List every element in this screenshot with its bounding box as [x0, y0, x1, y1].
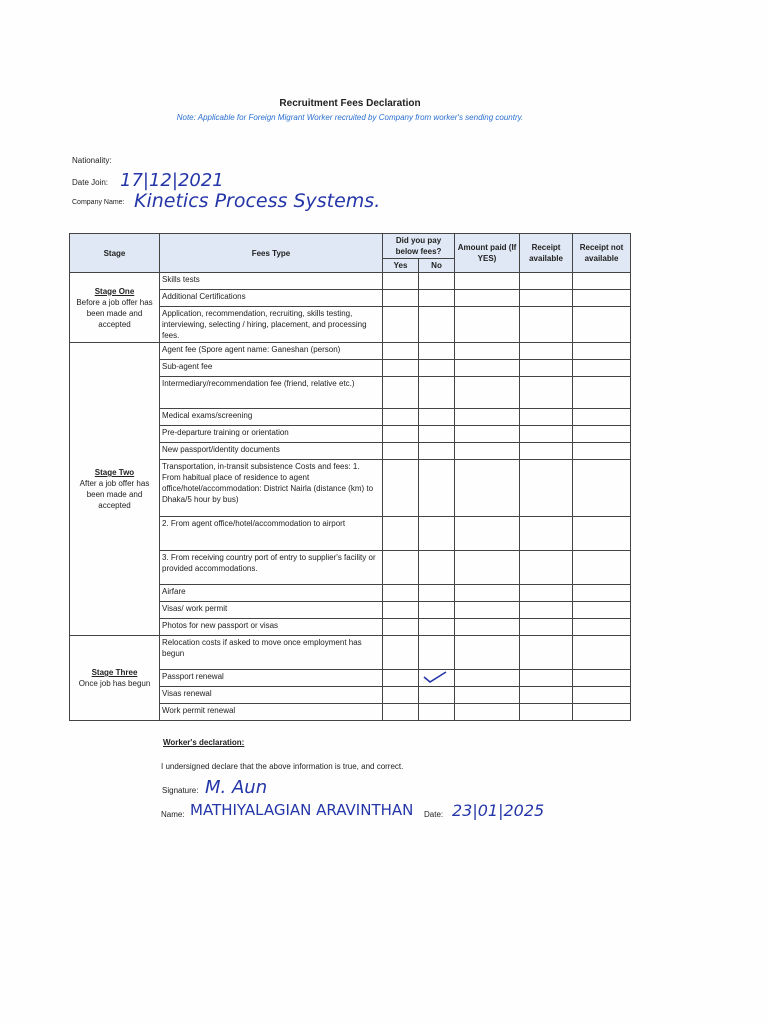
header-amount-paid: Amount paid (If YES) [455, 234, 520, 273]
page-title: Recruitment Fees Declaration [279, 98, 421, 109]
stage-desc: Before a job offer has been made and accepted [76, 297, 153, 329]
worker-name: MATHIYALAGIAN ARAVINTHAN [190, 801, 414, 819]
nationality-label: Nationality: [72, 156, 112, 165]
name-label: Name: [161, 810, 185, 819]
declaration-text: I undersigned declare that the above information is true, and correct. [161, 762, 404, 771]
fee-type: Visas/ work permit [160, 602, 383, 619]
header-no: No [419, 259, 455, 273]
date-join-label: Date Join: [72, 178, 109, 187]
stage-desc: After a job offer has been made and accepted [79, 479, 150, 510]
fee-type: Medical exams/screening [160, 409, 383, 426]
fee-type: Pre-departure training or orientation [160, 426, 383, 443]
fees-table [69, 233, 631, 721]
fee-type: Skills tests [160, 273, 383, 290]
fee-type: Relocation costs if asked to move once employment has begun [160, 636, 383, 670]
fee-type: 2. From agent office/hotel/accommodation to airport [160, 517, 383, 551]
header-receipt-not-available: Receipt not available [573, 234, 631, 273]
fee-type: Intermediary/recommendation fee (friend, relative etc.) [160, 377, 383, 409]
fee-type: Visas renewal [160, 687, 383, 704]
fee-type: Photos for new passport or visas [160, 619, 383, 636]
fee-type: Additional Certifications [160, 290, 383, 307]
declaration-title: Worker's declaration: [163, 738, 245, 747]
fee-type: Airfare [160, 585, 383, 602]
header-receipt-available: Receipt available [520, 234, 573, 273]
stage-one-cell [70, 273, 160, 343]
stage-three-cell [70, 636, 160, 721]
fee-type: Sub-agent fee [160, 360, 383, 377]
checkmark-icon [422, 669, 448, 685]
applicability-note: Note: Applicable for Foreign Migrant Worker recruited by Company from worker's sending country. [176, 113, 524, 122]
date-label: Date: [424, 810, 444, 819]
fee-type: Work permit renewal [160, 704, 383, 721]
header-stage: Stage [70, 234, 160, 273]
fee-type: New passport/identity documents [160, 443, 383, 460]
signature: M. Aun [205, 777, 268, 798]
fee-type: Passport renewal [160, 670, 383, 687]
company-name-value: Kinetics Process Systems. [134, 190, 381, 212]
date-join-value: 17|12|2021 [120, 170, 224, 191]
fee-type: Transportation, in-transit subsistence Costs and fees: 1. From habitual place of residence to agent office/hotel/accommodation: District Nairla (distance (km) to Dhaka/5 hour by bus) [160, 460, 383, 517]
header-fees-type: Fees Type [160, 234, 383, 273]
stage-desc: Once job has begun [78, 679, 151, 688]
stage-name: Stage Two [94, 468, 135, 477]
stage-name: Stage Three [91, 668, 138, 677]
header-did-you-pay: Did you pay below fees? [383, 234, 455, 259]
stage-two-cell [70, 343, 160, 636]
company-name-label: Company Name: [72, 199, 125, 206]
stage-name: Stage One [94, 286, 135, 296]
header-yes: Yes [383, 259, 419, 273]
fee-type: 3. From receiving country port of entry to supplier's facility or provided accommodations. [160, 551, 383, 585]
signature-label: Signature: [162, 786, 199, 795]
fee-type: Application, recommendation, recruiting, skills testing, interviewing, selecting / hiring, placement, and processing fees. [160, 307, 383, 343]
fee-type: Agent fee (Spore agent name: Ganeshan (person) [160, 343, 383, 360]
declaration-date: 23|01|2025 [452, 801, 545, 820]
